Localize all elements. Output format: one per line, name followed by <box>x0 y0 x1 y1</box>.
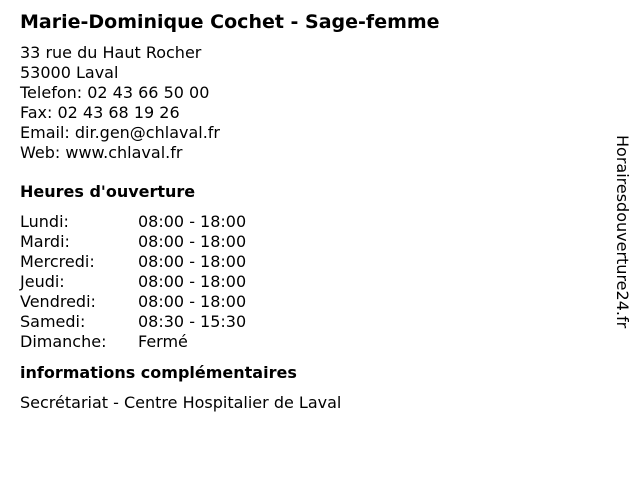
business-card <box>20 9 600 413</box>
fax-number: Fax: 02 43 68 19 26 <box>20 103 180 122</box>
hours-row-sunday <box>20 332 600 352</box>
hours-time: 08:00 - 18:00 <box>138 252 247 271</box>
hours-time: 08:00 - 18:00 <box>138 272 247 291</box>
hours-time: 08:30 - 15:30 <box>138 312 247 331</box>
hours-time: 08:00 - 18:00 <box>138 212 247 231</box>
hours-day: Lundi: <box>20 212 69 231</box>
business-title: Marie-Dominique Cochet - Sage-femme <box>20 11 440 33</box>
hours-row-tuesday <box>20 232 600 252</box>
hours-day: Mardi: <box>20 232 70 251</box>
additional-info-heading: informations complémentaires <box>20 363 297 382</box>
hours-row-monday <box>20 212 600 232</box>
site-watermark: Horairesdouverture24.fr <box>613 135 632 329</box>
phone-number: Telefon: 02 43 66 50 00 <box>20 83 210 102</box>
hours-row-saturday <box>20 312 600 332</box>
hours-row-friday <box>20 292 600 312</box>
additional-info-text: Secrétariat - Centre Hospitalier de Laval <box>20 393 342 412</box>
hours-day: Vendredi: <box>20 292 96 311</box>
hours-day: Samedi: <box>20 312 86 331</box>
website: Web: www.chlaval.fr <box>20 143 183 162</box>
email-address: Email: dir.gen@chlaval.fr <box>20 123 221 142</box>
opening-hours-heading: Heures d'ouverture <box>20 182 196 201</box>
hours-row-wednesday <box>20 252 600 272</box>
hours-time: 08:00 - 18:00 <box>138 292 247 311</box>
hours-time: Fermé <box>138 332 188 351</box>
hours-day: Jeudi: <box>20 272 65 291</box>
hours-row-thursday <box>20 272 600 292</box>
hours-day: Mercredi: <box>20 252 95 271</box>
address-city: 53000 Laval <box>20 63 119 82</box>
address-street: 33 rue du Haut Rocher <box>20 43 202 62</box>
hours-time: 08:00 - 18:00 <box>138 232 247 251</box>
hours-day: Dimanche: <box>20 332 107 351</box>
